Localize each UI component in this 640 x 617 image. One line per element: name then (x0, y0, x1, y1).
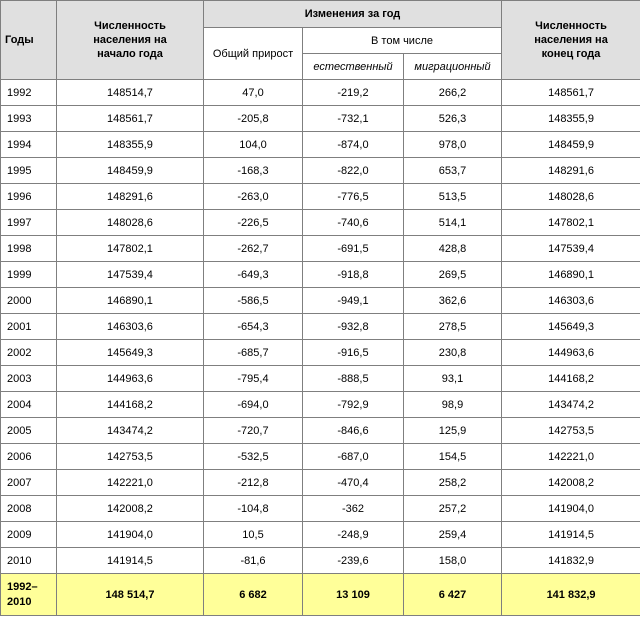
migration-growth-cell: 514,1 (404, 210, 502, 236)
natural-growth-cell: -691,5 (303, 236, 404, 262)
year-cell: 1995 (1, 158, 57, 184)
migration-growth-cell: 278,5 (404, 314, 502, 340)
start-population-cell: 142008,2 (57, 496, 204, 522)
total-growth-cell: -586,5 (204, 288, 303, 314)
table-body (1, 80, 640, 616)
year-cell: 1992 (1, 80, 57, 106)
end-population-cell: 142753,5 (502, 418, 640, 444)
year-cell: 2005 (1, 418, 57, 444)
migration-growth-cell: 526,3 (404, 106, 502, 132)
natural-growth-cell: -362 (303, 496, 404, 522)
natural-growth-cell: -776,5 (303, 184, 404, 210)
table-row (1, 470, 640, 496)
year-cell: 1994 (1, 132, 57, 158)
table-row (1, 392, 640, 418)
migration-growth-cell: 154,5 (404, 444, 502, 470)
natural-growth-cell: -248,9 (303, 522, 404, 548)
table-row (1, 366, 640, 392)
end-population-cell: 143474,2 (502, 392, 640, 418)
table-row (1, 496, 640, 522)
migration-growth-cell: 259,4 (404, 522, 502, 548)
natural-growth-cell: -740,6 (303, 210, 404, 236)
header-end-population-label: Численность населения на конец года (534, 20, 608, 60)
start-population-cell: 148459,9 (57, 158, 204, 184)
end-population-cell: 145649,3 (502, 314, 640, 340)
start-population-cell: 144168,2 (57, 392, 204, 418)
year-cell: 2010 (1, 548, 57, 574)
natural-growth-cell: -239,6 (303, 548, 404, 574)
total-total-growth-cell: 6 682 (204, 574, 303, 616)
year-cell: 2000 (1, 288, 57, 314)
total-growth-cell: 104,0 (204, 132, 303, 158)
migration-growth-cell: 428,8 (404, 236, 502, 262)
end-population-cell: 141914,5 (502, 522, 640, 548)
migration-growth-cell: 362,6 (404, 288, 502, 314)
total-end-population-cell: 141 832,9 (502, 574, 640, 616)
end-population-cell: 141904,0 (502, 496, 640, 522)
total-growth-cell: -262,7 (204, 236, 303, 262)
end-population-cell: 148028,6 (502, 184, 640, 210)
year-cell: 2002 (1, 340, 57, 366)
migration-growth-cell: 978,0 (404, 132, 502, 158)
start-population-cell: 142221,0 (57, 470, 204, 496)
total-growth-cell: -81,6 (204, 548, 303, 574)
total-growth-cell: -685,7 (204, 340, 303, 366)
year-cell: 2007 (1, 470, 57, 496)
table-row (1, 158, 640, 184)
total-growth-cell: -212,8 (204, 470, 303, 496)
total-growth-cell: -654,3 (204, 314, 303, 340)
year-cell: 2008 (1, 496, 57, 522)
natural-growth-cell: -470,4 (303, 470, 404, 496)
total-growth-cell: -532,5 (204, 444, 303, 470)
table-row (1, 548, 640, 574)
natural-growth-cell: -792,9 (303, 392, 404, 418)
year-cell: 2006 (1, 444, 57, 470)
header-start-population (57, 1, 204, 80)
natural-growth-cell: -918,8 (303, 262, 404, 288)
end-population-cell: 147539,4 (502, 236, 640, 262)
start-population-cell: 142753,5 (57, 444, 204, 470)
start-population-cell: 148561,7 (57, 106, 204, 132)
total-growth-cell: -104,8 (204, 496, 303, 522)
total-growth-cell: -694,0 (204, 392, 303, 418)
end-population-cell: 148561,7 (502, 80, 640, 106)
natural-growth-cell: -916,5 (303, 340, 404, 366)
start-population-cell: 147802,1 (57, 236, 204, 262)
end-population-cell: 144963,6 (502, 340, 640, 366)
table-row (1, 314, 640, 340)
start-population-cell: 148514,7 (57, 80, 204, 106)
end-population-cell: 148355,9 (502, 106, 640, 132)
table-row (1, 80, 640, 106)
natural-growth-cell: -932,8 (303, 314, 404, 340)
migration-growth-cell: 266,2 (404, 80, 502, 106)
header-migration: миграционный (404, 54, 502, 80)
end-population-cell: 148291,6 (502, 158, 640, 184)
end-population-cell: 146303,6 (502, 288, 640, 314)
start-population-cell: 148028,6 (57, 210, 204, 236)
total-growth-cell: -168,3 (204, 158, 303, 184)
natural-growth-cell: -874,0 (303, 132, 404, 158)
table-row (1, 210, 640, 236)
migration-growth-cell: 258,2 (404, 470, 502, 496)
total-row (1, 574, 640, 616)
migration-growth-cell: 158,0 (404, 548, 502, 574)
migration-growth-cell: 230,8 (404, 340, 502, 366)
year-cell: 1996 (1, 184, 57, 210)
migration-growth-cell: 513,5 (404, 184, 502, 210)
migration-growth-cell: 98,9 (404, 392, 502, 418)
end-population-cell: 146890,1 (502, 262, 640, 288)
end-population-cell: 144168,2 (502, 366, 640, 392)
table-row (1, 262, 640, 288)
natural-growth-cell: -687,0 (303, 444, 404, 470)
migration-growth-cell: 257,2 (404, 496, 502, 522)
start-population-cell: 141904,0 (57, 522, 204, 548)
natural-growth-cell: -219,2 (303, 80, 404, 106)
total-natural-growth-cell: 13 109 (303, 574, 404, 616)
year-cell: 1998 (1, 236, 57, 262)
natural-growth-cell: -949,1 (303, 288, 404, 314)
year-cell: 1993 (1, 106, 57, 132)
total-growth-cell: -649,3 (204, 262, 303, 288)
total-start-population-cell: 148 514,7 (57, 574, 204, 616)
header-start-population-label: Численность населения на начало года (93, 20, 167, 60)
end-population-cell: 148459,9 (502, 132, 640, 158)
end-population-cell: 142008,2 (502, 470, 640, 496)
migration-growth-cell: 269,5 (404, 262, 502, 288)
table-row (1, 418, 640, 444)
header-years: Годы (1, 1, 57, 80)
end-population-cell: 142221,0 (502, 444, 640, 470)
total-growth-cell: 10,5 (204, 522, 303, 548)
total-growth-cell: -226,5 (204, 210, 303, 236)
header-including: В том числе (303, 28, 502, 54)
end-population-cell: 141832,9 (502, 548, 640, 574)
header-changes: Изменения за год (204, 1, 502, 28)
table-row (1, 522, 640, 548)
table-row (1, 106, 640, 132)
table-row (1, 132, 640, 158)
start-population-cell: 146303,6 (57, 314, 204, 340)
total-year-cell: 1992–2010 (1, 574, 57, 616)
header-end-population (502, 1, 640, 80)
year-cell: 1999 (1, 262, 57, 288)
table-row (1, 340, 640, 366)
natural-growth-cell: -888,5 (303, 366, 404, 392)
header-total-growth: Общий прирост (204, 28, 303, 80)
header-natural: естественный (303, 54, 404, 80)
total-growth-cell: -795,4 (204, 366, 303, 392)
table-header (1, 1, 640, 80)
end-population-cell: 147802,1 (502, 210, 640, 236)
table-row (1, 236, 640, 262)
table-row (1, 184, 640, 210)
year-cell: 2004 (1, 392, 57, 418)
natural-growth-cell: -822,0 (303, 158, 404, 184)
table-row (1, 288, 640, 314)
start-population-cell: 141914,5 (57, 548, 204, 574)
start-population-cell: 145649,3 (57, 340, 204, 366)
year-cell: 2001 (1, 314, 57, 340)
start-population-cell: 144963,6 (57, 366, 204, 392)
migration-growth-cell: 93,1 (404, 366, 502, 392)
start-population-cell: 148291,6 (57, 184, 204, 210)
year-cell: 1997 (1, 210, 57, 236)
total-growth-cell: 47,0 (204, 80, 303, 106)
year-cell: 2009 (1, 522, 57, 548)
start-population-cell: 147539,4 (57, 262, 204, 288)
migration-growth-cell: 653,7 (404, 158, 502, 184)
natural-growth-cell: -732,1 (303, 106, 404, 132)
migration-growth-cell: 125,9 (404, 418, 502, 444)
total-growth-cell: -205,8 (204, 106, 303, 132)
total-growth-cell: -720,7 (204, 418, 303, 444)
year-cell: 2003 (1, 366, 57, 392)
start-population-cell: 148355,9 (57, 132, 204, 158)
start-population-cell: 146890,1 (57, 288, 204, 314)
total-migration-growth-cell: 6 427 (404, 574, 502, 616)
start-population-cell: 143474,2 (57, 418, 204, 444)
total-growth-cell: -263,0 (204, 184, 303, 210)
natural-growth-cell: -846,6 (303, 418, 404, 444)
table-row (1, 444, 640, 470)
